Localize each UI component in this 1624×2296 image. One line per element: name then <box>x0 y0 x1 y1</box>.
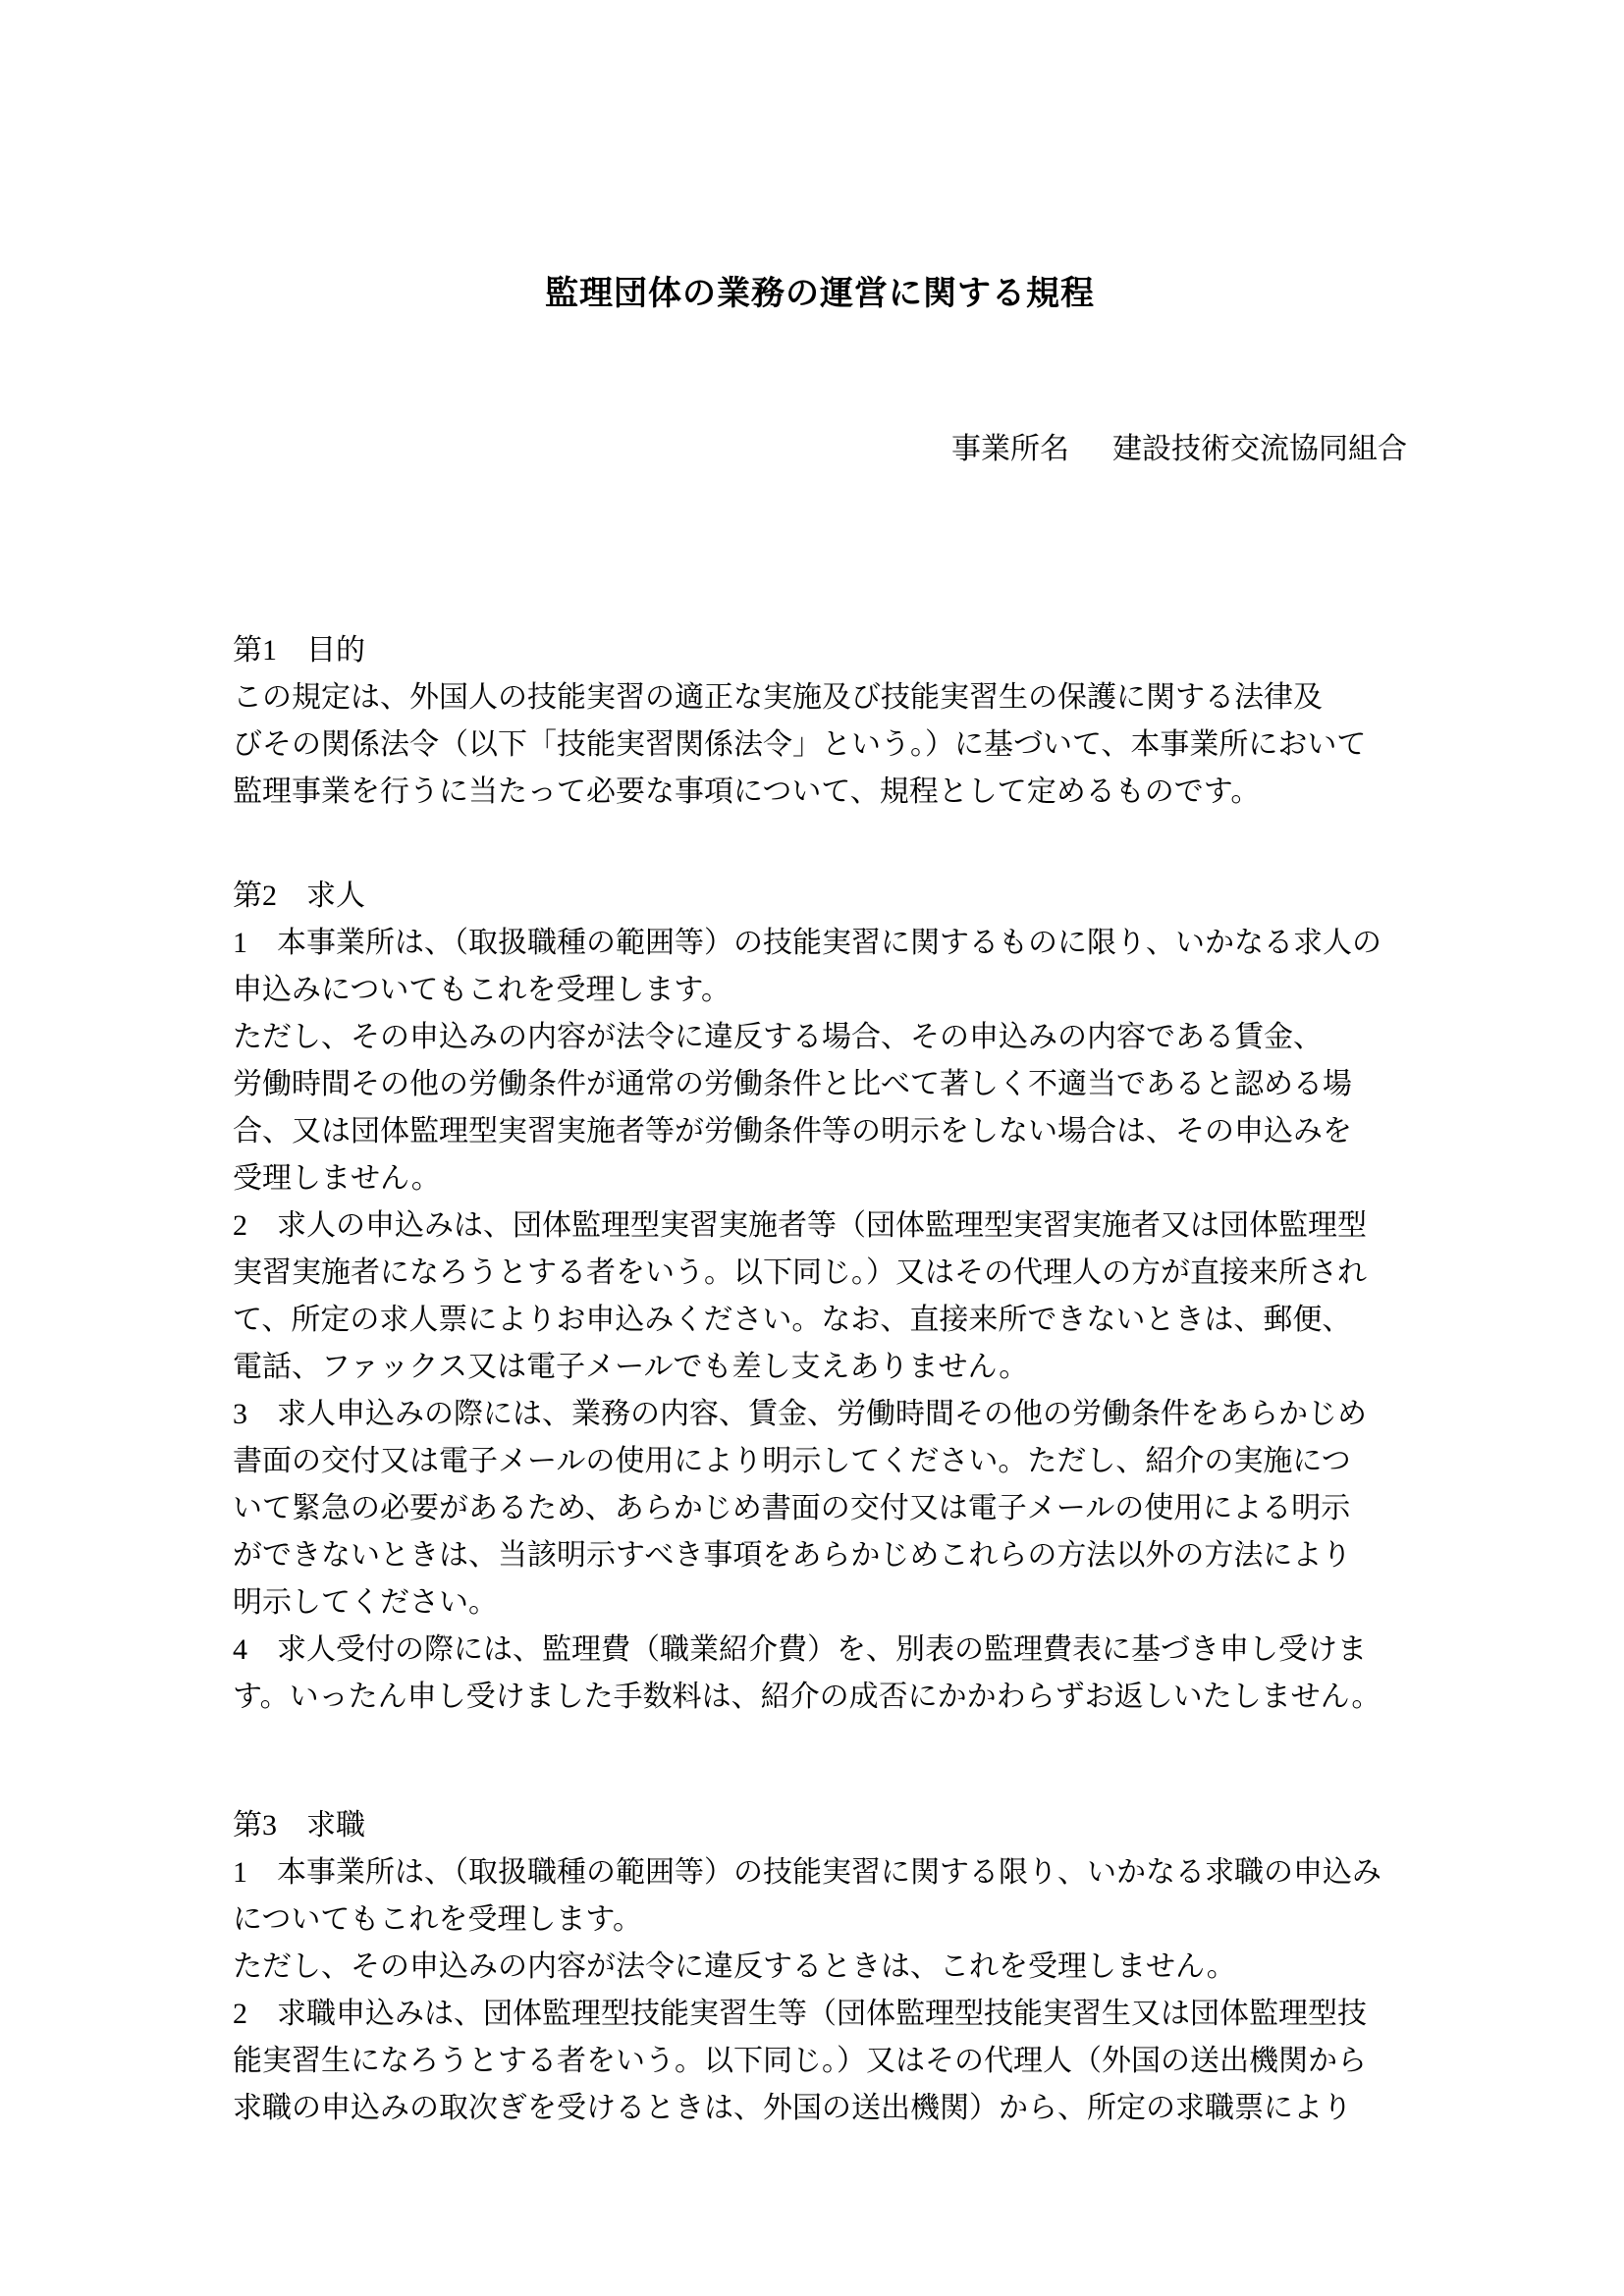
text-line: 明示してください。 <box>233 1586 498 1619</box>
document-content <box>233 0 1407 2132</box>
document-section <box>233 1802 1407 2132</box>
text-line: ができないときは、当該明示すべき事項をあらかじめこれらの方法以外の方法により <box>233 1539 1352 1572</box>
text-line: ただし、その申込みの内容が法令に違反する場合、その申込みの内容である賃金、 <box>233 1021 1323 1053</box>
document-body <box>233 627 1407 2132</box>
text-line: 2 求職申込みは、団体監理型技能実習生等（団体監理型技能実習生又は団体監理型技 <box>233 1998 1367 2030</box>
text-line: 1 本事業所は、（取扱職種の範囲等）の技能実習に関するものに限り、いかなる求人の <box>233 927 1381 959</box>
section-heading: 第1 目的 <box>233 634 365 667</box>
section-heading: 第2 求人 <box>233 880 365 912</box>
office-name: 建設技術交流協同組合 <box>1112 433 1407 465</box>
text-line: 1 本事業所は、（取扱職種の範囲等）の技能実習に関する限り、いかなる求職の申込み <box>233 1856 1381 1889</box>
text-line: 能実習生になろうとする者をいう。以下同じ。）又はその代理人（外国の送出機関から <box>233 2045 1367 2077</box>
text-line: びその関係法令（以下「技能実習関係法令」という。）に基づいて、本事業所において <box>233 728 1367 761</box>
text-line: て、所定の求人票によりお申込みください。なお、直接来所できないときは、郵便、 <box>233 1304 1352 1336</box>
section-heading: 第3 求職 <box>233 1809 365 1842</box>
text-line: 書面の交付又は電子メールの使用により明示してください。ただし、紹介の実施につ <box>233 1445 1351 1477</box>
text-line: 3 求人申込みの際には、業務の内容、賃金、労働時間その他の労働条件をあらかじめ <box>233 1398 1367 1430</box>
document-section <box>233 873 1407 1721</box>
document-section <box>233 627 1407 816</box>
text-line: この規定は、外国人の技能実習の適正な実施及び技能実習生の保護に関する法律及 <box>233 681 1323 714</box>
office-label: 事業所名 <box>951 433 1069 465</box>
text-line: ただし、その申込みの内容が法令に違反するときは、これを受理しません。 <box>233 1950 1236 1983</box>
text-line: 監理事業を行うに当たって必要な事項について、規程として定めるものです。 <box>233 775 1261 808</box>
text-line: いて緊急の必要があるため、あらかじめ書面の交付又は電子メールの使用による明示 <box>233 1492 1351 1524</box>
text-line: 受理しません。 <box>233 1162 441 1195</box>
text-line: 4 求人受付の際には、監理費（職業紹介費）を、別表の監理費表に基づき申し受けま <box>233 1633 1367 1666</box>
text-line: 労働時間その他の労働条件が通常の労働条件と比べて著しく不適当であると認める場 <box>233 1068 1352 1100</box>
text-line: 合、又は団体監理型実習実施者等が労働条件等の明示をしない場合は、その申込みを <box>233 1115 1352 1148</box>
text-line: 申込みについてもこれを受理します。 <box>233 974 731 1006</box>
text-line: 求職の申込みの取次ぎを受けるときは、外国の送出機関）から、所定の求職票により <box>233 2092 1352 2124</box>
office-name-line <box>233 379 1407 520</box>
text-line: 実習実施者になろうとする者をいう。以下同じ。）又はその代理人の方が直接来所され <box>233 1256 1367 1289</box>
text-line: す。いったん申し受けました手数料は、紹介の成否にかかわらずお返しいたしません。 <box>233 1681 1381 1713</box>
document-title: 監理団体の業務の運営に関する規程 <box>545 276 1095 312</box>
text-line: 2 求人の申込みは、団体監理型実習実施者等（団体監理型実習実施者又は団体監理型 <box>233 1209 1367 1242</box>
text-line: 電話、ファックス又は電子メールでも差し支えありません。 <box>233 1351 1029 1383</box>
text-line: についてもこれを受理します。 <box>233 1903 642 1936</box>
